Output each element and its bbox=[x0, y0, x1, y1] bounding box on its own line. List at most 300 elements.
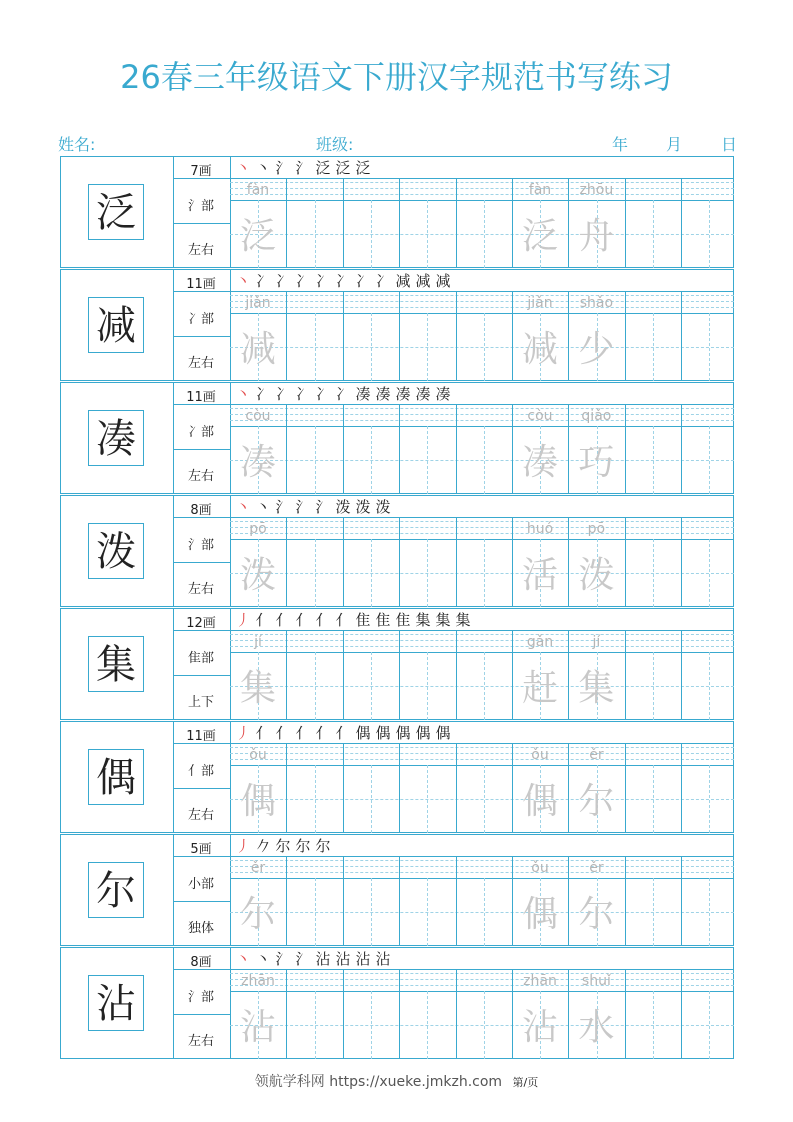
stroke-step: 偶 bbox=[395, 723, 411, 742]
pinyin: ěr bbox=[250, 860, 266, 876]
stroke-step: 冫 bbox=[255, 271, 271, 290]
cell-guide bbox=[427, 313, 428, 381]
stroke-count: 12画 bbox=[186, 616, 216, 631]
cell-guide bbox=[315, 313, 316, 381]
stroke-step: 冫 bbox=[315, 384, 331, 403]
pinyin-guide bbox=[230, 420, 734, 421]
stroke-step: 丿 bbox=[235, 836, 251, 855]
cell-line bbox=[343, 630, 344, 720]
stroke-sequence bbox=[234, 722, 452, 742]
cell-guide bbox=[371, 313, 372, 381]
footer-text: 领航学科网 https://xueke.jmkzh.com bbox=[254, 1074, 503, 1090]
structure: 上下 bbox=[187, 695, 214, 710]
stroke-step: 尔 bbox=[315, 836, 331, 855]
pinyin-guide bbox=[230, 640, 734, 641]
main-character: 凑 bbox=[88, 410, 144, 466]
cell-guide bbox=[653, 878, 654, 946]
word-character: 少 bbox=[578, 329, 615, 370]
cell-line bbox=[681, 969, 682, 1059]
cell-line bbox=[681, 517, 682, 607]
cell-line bbox=[343, 743, 344, 833]
stroke-step: 亻 bbox=[295, 610, 311, 629]
cell-line bbox=[343, 856, 344, 946]
pinyin-guide bbox=[230, 872, 734, 873]
cell-line bbox=[456, 291, 457, 381]
radical: 隹部 bbox=[187, 651, 214, 666]
stroke-count: 8画 bbox=[190, 503, 212, 518]
pinyin: ǒu bbox=[249, 747, 267, 763]
pinyin: pō bbox=[249, 521, 267, 537]
cell-line bbox=[625, 178, 626, 268]
trace-character: 沾 bbox=[239, 1007, 276, 1048]
pinyin: fàn bbox=[246, 182, 270, 198]
main-character: 偶 bbox=[88, 749, 144, 805]
structure: 独体 bbox=[187, 921, 214, 936]
radical: 小部 bbox=[187, 877, 214, 892]
row-border bbox=[60, 834, 734, 946]
stroke-step: 丶 bbox=[235, 158, 251, 177]
stroke-step: 沾 bbox=[315, 949, 331, 968]
stroke-step: 凑 bbox=[415, 384, 431, 403]
stroke-step: 减 bbox=[395, 271, 411, 290]
stroke-sequence bbox=[234, 157, 372, 177]
stroke-step: 亻 bbox=[335, 723, 351, 742]
char-row-5 bbox=[60, 608, 734, 720]
cell-line bbox=[343, 517, 344, 607]
cell-guide bbox=[427, 878, 428, 946]
char-row-8 bbox=[60, 947, 734, 1059]
stroke-step: 集 bbox=[415, 610, 431, 629]
cell-line bbox=[456, 404, 457, 494]
cell-guide bbox=[484, 313, 485, 381]
stroke-step: 尔 bbox=[275, 836, 291, 855]
stroke-count: 5画 bbox=[190, 842, 212, 857]
name-label: 姓名: bbox=[58, 135, 96, 154]
trace-character: 泼 bbox=[239, 555, 276, 596]
word-pinyin: ǒu bbox=[531, 747, 549, 763]
cell-line bbox=[625, 969, 626, 1059]
stroke-step: 泼 bbox=[355, 497, 371, 516]
stroke-step: 减 bbox=[415, 271, 431, 290]
stroke-step: 氵 bbox=[275, 158, 291, 177]
pinyin-guide bbox=[230, 194, 734, 195]
cell-line bbox=[286, 517, 287, 607]
radical: 氵部 bbox=[187, 990, 214, 1005]
cell-line bbox=[343, 404, 344, 494]
pinyin-guide bbox=[230, 634, 734, 635]
radical: 亻部 bbox=[187, 764, 214, 779]
stroke-step: 泛 bbox=[355, 158, 371, 177]
month-label: 月 bbox=[666, 135, 683, 154]
pinyin-baseline bbox=[230, 878, 734, 879]
cell-line bbox=[286, 856, 287, 946]
stroke-step: 亻 bbox=[295, 723, 311, 742]
word-pinyin: zhān bbox=[523, 973, 557, 989]
word-character: 活 bbox=[521, 555, 558, 596]
cell-line bbox=[399, 517, 400, 607]
trace-character: 减 bbox=[239, 329, 276, 370]
stroke-step: 冫 bbox=[375, 271, 391, 290]
char-row-1 bbox=[60, 156, 734, 268]
stroke-step: 亻 bbox=[275, 723, 291, 742]
word-pinyin: jí bbox=[592, 634, 601, 650]
stroke-step: 丶 bbox=[255, 949, 271, 968]
cell-guide bbox=[484, 991, 485, 1059]
cell-line bbox=[681, 178, 682, 268]
divider bbox=[173, 901, 230, 902]
cell-line bbox=[681, 630, 682, 720]
cell-guide bbox=[427, 539, 428, 607]
stroke-count: 11画 bbox=[186, 729, 216, 744]
cell-guide bbox=[371, 426, 372, 494]
pinyin-guide bbox=[230, 979, 734, 980]
stroke-step: 丶 bbox=[235, 271, 251, 290]
divider bbox=[173, 223, 230, 224]
cell-guide bbox=[427, 765, 428, 833]
word-character: 水 bbox=[578, 1007, 615, 1048]
cell-guide bbox=[427, 426, 428, 494]
grid-midline bbox=[230, 912, 734, 913]
cell-guide bbox=[371, 878, 372, 946]
stroke-step: 凑 bbox=[395, 384, 411, 403]
structure: 左右 bbox=[187, 243, 214, 258]
cell-guide bbox=[371, 539, 372, 607]
stroke-count: 11画 bbox=[186, 390, 216, 405]
main-character: 尔 bbox=[88, 862, 144, 918]
word-pinyin: gǎn bbox=[526, 634, 554, 650]
divider bbox=[173, 178, 734, 179]
stroke-step: 冫 bbox=[295, 384, 311, 403]
cell-guide bbox=[371, 991, 372, 1059]
pinyin-guide bbox=[230, 646, 734, 647]
word-character: 赶 bbox=[521, 668, 558, 709]
word-pinyin: ěr bbox=[589, 860, 604, 876]
cell-line bbox=[456, 743, 457, 833]
grid-midline bbox=[230, 799, 734, 800]
pinyin-guide bbox=[230, 408, 734, 409]
cell-guide bbox=[315, 426, 316, 494]
word-character: 舟 bbox=[578, 216, 615, 257]
stroke-step: 丶 bbox=[235, 384, 251, 403]
cell-guide bbox=[315, 652, 316, 720]
pinyin-guide bbox=[230, 521, 734, 522]
trace-character: 集 bbox=[239, 668, 276, 709]
main-character: 泛 bbox=[88, 184, 144, 240]
cell-line bbox=[286, 404, 287, 494]
stroke-step: 凑 bbox=[375, 384, 391, 403]
stroke-step: 丶 bbox=[235, 497, 251, 516]
stroke-step: 丿 bbox=[235, 610, 251, 629]
grid-midline bbox=[230, 686, 734, 687]
cell-guide bbox=[427, 200, 428, 268]
stroke-count: 8画 bbox=[190, 955, 212, 970]
char-row-7 bbox=[60, 834, 734, 946]
trace-character: 尔 bbox=[239, 894, 276, 935]
cell-guide bbox=[484, 652, 485, 720]
day-label: 日 bbox=[721, 135, 738, 154]
cell-line bbox=[456, 517, 457, 607]
pinyin-guide bbox=[230, 414, 734, 415]
word-pinyin: ǒu bbox=[531, 860, 549, 876]
divider bbox=[173, 517, 734, 518]
divider bbox=[173, 449, 230, 450]
word-character: 尔 bbox=[578, 894, 615, 935]
cell-guide bbox=[427, 652, 428, 720]
stroke-sequence bbox=[234, 383, 452, 403]
cell-line bbox=[456, 969, 457, 1059]
divider bbox=[173, 788, 230, 789]
stroke-step: 冫 bbox=[295, 271, 311, 290]
pinyin: jí bbox=[254, 634, 262, 650]
grid-midline bbox=[230, 347, 734, 348]
cell-line bbox=[286, 630, 287, 720]
stroke-step: 凑 bbox=[435, 384, 451, 403]
word-character: 偶 bbox=[521, 781, 558, 822]
cell-guide bbox=[709, 878, 710, 946]
stroke-step: 隹 bbox=[375, 610, 391, 629]
cell-line bbox=[681, 743, 682, 833]
structure: 左右 bbox=[187, 1034, 214, 1049]
stroke-step: 亻 bbox=[275, 610, 291, 629]
word-pinyin: pō bbox=[587, 521, 606, 537]
stroke-step: 集 bbox=[435, 610, 451, 629]
grid-midline bbox=[230, 460, 734, 461]
word-pinyin: shǎo bbox=[579, 295, 614, 311]
cell-guide bbox=[709, 991, 710, 1059]
page-title: 26春三年级语文下册汉字规范书写练习 bbox=[120, 58, 673, 96]
stroke-step: 亻 bbox=[315, 610, 331, 629]
stroke-count: 11画 bbox=[186, 277, 216, 292]
pinyin-guide bbox=[230, 307, 734, 308]
stroke-step: 氵 bbox=[315, 497, 331, 516]
structure: 左右 bbox=[187, 582, 214, 597]
page-label: 第/页 bbox=[512, 1076, 539, 1089]
stroke-step: 沾 bbox=[375, 949, 391, 968]
cell-guide bbox=[709, 539, 710, 607]
stroke-step: 隹 bbox=[355, 610, 371, 629]
cell-line bbox=[343, 178, 344, 268]
radical: 冫部 bbox=[187, 312, 214, 327]
pinyin: còu bbox=[245, 408, 271, 424]
cell-guide bbox=[484, 426, 485, 494]
divider bbox=[173, 630, 734, 631]
pinyin: zhān bbox=[241, 973, 275, 989]
pinyin-baseline bbox=[230, 991, 734, 992]
stroke-step: 泼 bbox=[375, 497, 391, 516]
word-character: 沾 bbox=[521, 1007, 558, 1048]
stroke-step: 沾 bbox=[355, 949, 371, 968]
char-row-4 bbox=[60, 495, 734, 607]
cell-line bbox=[456, 178, 457, 268]
cell-guide bbox=[315, 991, 316, 1059]
stroke-step: 氵 bbox=[295, 497, 311, 516]
grid-midline bbox=[230, 573, 734, 574]
stroke-sequence bbox=[234, 609, 472, 629]
char-row-6 bbox=[60, 721, 734, 833]
pinyin-guide bbox=[230, 866, 734, 867]
cell-guide bbox=[427, 991, 428, 1059]
radical: 冫部 bbox=[187, 425, 214, 440]
stroke-step: 泛 bbox=[335, 158, 351, 177]
word-character: 尔 bbox=[578, 781, 615, 822]
pinyin: jiǎn bbox=[245, 295, 271, 311]
stroke-step: 冫 bbox=[335, 384, 351, 403]
stroke-step: 泼 bbox=[335, 497, 351, 516]
class-label: 班级: bbox=[316, 135, 354, 154]
grid-midline bbox=[230, 234, 734, 235]
pinyin-guide bbox=[230, 301, 734, 302]
word-pinyin: zhōu bbox=[579, 182, 614, 198]
pinyin-baseline bbox=[230, 765, 734, 766]
cell-guide bbox=[484, 765, 485, 833]
cell-guide bbox=[371, 200, 372, 268]
cell-guide bbox=[315, 765, 316, 833]
pinyin-guide bbox=[230, 527, 734, 528]
stroke-step: 𠂊 bbox=[255, 836, 271, 855]
cell-line bbox=[399, 856, 400, 946]
divider bbox=[173, 562, 230, 563]
cell-guide bbox=[484, 539, 485, 607]
cell-line bbox=[343, 969, 344, 1059]
pinyin-baseline bbox=[230, 652, 734, 653]
pinyin-guide bbox=[230, 759, 734, 760]
main-character: 沾 bbox=[88, 975, 144, 1031]
word-character: 凑 bbox=[521, 442, 558, 483]
pinyin-baseline bbox=[230, 539, 734, 540]
cell-guide bbox=[653, 539, 654, 607]
pinyin-guide bbox=[230, 973, 734, 974]
cell-guide bbox=[315, 878, 316, 946]
stroke-step: 冫 bbox=[275, 271, 291, 290]
stroke-step: 丿 bbox=[235, 723, 251, 742]
cell-line bbox=[625, 404, 626, 494]
char-row-3 bbox=[60, 382, 734, 494]
cell-guide bbox=[315, 200, 316, 268]
pinyin-guide bbox=[230, 182, 734, 183]
cell-line bbox=[399, 178, 400, 268]
grid-midline bbox=[230, 1025, 734, 1026]
stroke-step: 泛 bbox=[315, 158, 331, 177]
cell-line bbox=[625, 517, 626, 607]
cell-line bbox=[343, 291, 344, 381]
cell-line bbox=[681, 404, 682, 494]
stroke-step: 丶 bbox=[255, 497, 271, 516]
cell-line bbox=[286, 743, 287, 833]
cell-line bbox=[399, 404, 400, 494]
stroke-step: 氵 bbox=[275, 497, 291, 516]
pinyin-baseline bbox=[230, 200, 734, 201]
cell-line bbox=[625, 743, 626, 833]
stroke-step: 冫 bbox=[315, 271, 331, 290]
stroke-step: 偶 bbox=[355, 723, 371, 742]
trace-character: 偶 bbox=[239, 781, 276, 822]
pinyin-guide bbox=[230, 985, 734, 986]
structure: 左右 bbox=[187, 356, 214, 371]
divider bbox=[173, 743, 734, 744]
stroke-step: 沾 bbox=[335, 949, 351, 968]
cell-line bbox=[399, 291, 400, 381]
stroke-step: 氵 bbox=[275, 949, 291, 968]
pinyin-guide bbox=[230, 747, 734, 748]
stroke-step: 冫 bbox=[355, 271, 371, 290]
main-character: 集 bbox=[88, 636, 144, 692]
cell-line bbox=[456, 630, 457, 720]
stroke-sequence bbox=[234, 835, 332, 855]
pinyin-guide bbox=[230, 860, 734, 861]
cell-guide bbox=[653, 652, 654, 720]
stroke-step: 氵 bbox=[295, 949, 311, 968]
footer-source bbox=[0, 1071, 793, 1091]
stroke-step: 凑 bbox=[355, 384, 371, 403]
row-border bbox=[60, 495, 734, 607]
word-pinyin: còu bbox=[527, 408, 553, 424]
word-pinyin: huó bbox=[526, 521, 554, 537]
stroke-count: 7画 bbox=[190, 164, 212, 179]
stroke-step: 亻 bbox=[315, 723, 331, 742]
cell-line bbox=[399, 743, 400, 833]
pinyin-guide bbox=[230, 295, 734, 296]
word-character: 集 bbox=[578, 668, 615, 709]
word-character: 偶 bbox=[521, 894, 558, 935]
structure: 左右 bbox=[187, 808, 214, 823]
divider bbox=[173, 675, 230, 676]
cell-line bbox=[399, 969, 400, 1059]
pinyin-guide bbox=[230, 188, 734, 189]
word-character: 减 bbox=[521, 329, 558, 370]
word-pinyin: fàn bbox=[528, 182, 552, 198]
cell-guide bbox=[371, 652, 372, 720]
cell-line bbox=[456, 856, 457, 946]
row-border bbox=[60, 156, 734, 268]
cell-guide bbox=[709, 426, 710, 494]
stroke-step: 冫 bbox=[275, 384, 291, 403]
stroke-step: 氵 bbox=[295, 158, 311, 177]
cell-line bbox=[286, 969, 287, 1059]
cell-guide bbox=[709, 313, 710, 381]
cell-line bbox=[286, 291, 287, 381]
word-pinyin: ěr bbox=[589, 747, 604, 763]
pinyin-guide bbox=[230, 753, 734, 754]
cell-guide bbox=[484, 200, 485, 268]
trace-character: 凑 bbox=[239, 442, 276, 483]
cell-guide bbox=[709, 765, 710, 833]
cell-guide bbox=[653, 426, 654, 494]
stroke-step: 冫 bbox=[335, 271, 351, 290]
cell-line bbox=[681, 291, 682, 381]
cell-guide bbox=[484, 878, 485, 946]
word-character: 泼 bbox=[578, 555, 615, 596]
row-border bbox=[60, 947, 734, 1059]
stroke-step: 偶 bbox=[435, 723, 451, 742]
divider bbox=[173, 856, 734, 857]
stroke-step: 尔 bbox=[295, 836, 311, 855]
word-pinyin: qiǎo bbox=[581, 408, 612, 424]
radical: 氵部 bbox=[187, 538, 214, 553]
stroke-step: 冫 bbox=[255, 384, 271, 403]
trace-character: 泛 bbox=[239, 216, 276, 257]
stroke-step: 丶 bbox=[235, 949, 251, 968]
word-pinyin: jiǎn bbox=[527, 295, 553, 311]
pinyin-baseline bbox=[230, 426, 734, 427]
stroke-step: 偶 bbox=[375, 723, 391, 742]
stroke-step: 丶 bbox=[255, 158, 271, 177]
divider bbox=[173, 404, 734, 405]
stroke-step: 集 bbox=[455, 610, 471, 629]
stroke-step: 减 bbox=[435, 271, 451, 290]
stroke-step: 偶 bbox=[415, 723, 431, 742]
char-row-2 bbox=[60, 269, 734, 381]
stroke-sequence bbox=[234, 496, 392, 516]
